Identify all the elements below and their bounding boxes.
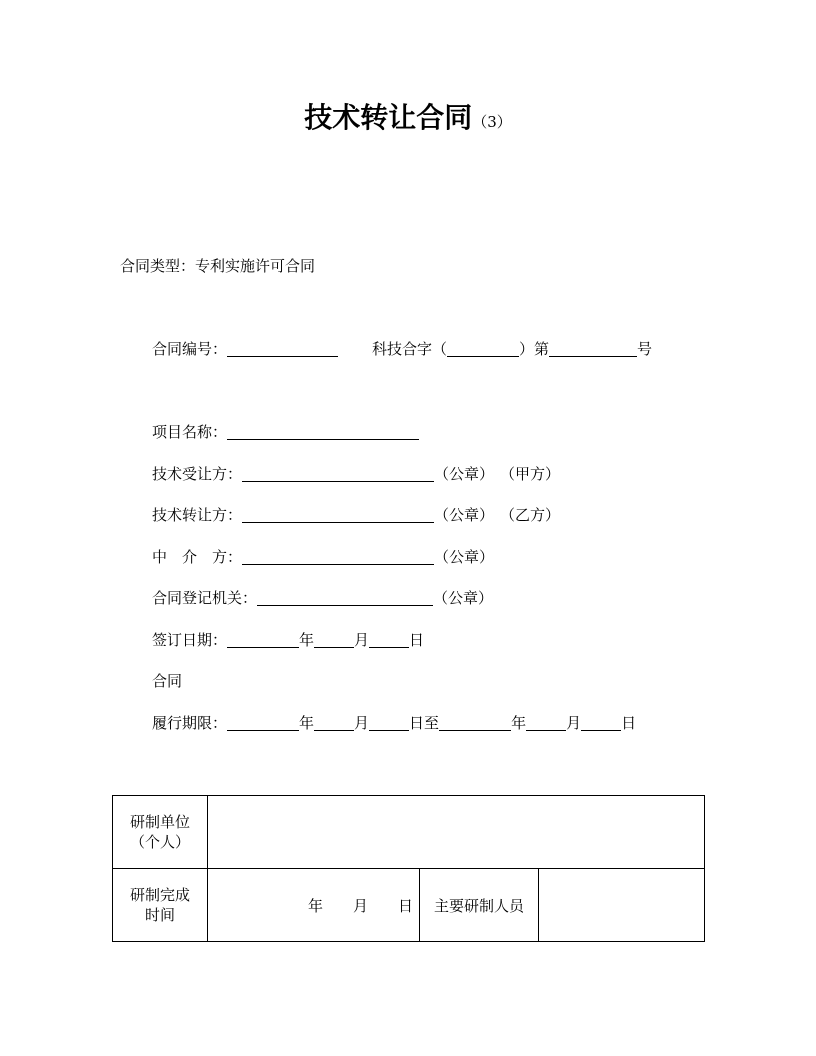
start-day-blank[interactable] [369,714,409,731]
contract-number-label: 合同编号： [152,340,228,358]
dev-time-sublabel: 时间 [144,906,175,924]
end-year-blank[interactable] [439,714,511,731]
registry-line [152,588,493,608]
to-unit: 日至 [409,714,440,732]
dev-time-label-cell [113,869,208,942]
dev-unit-value-cell[interactable] [208,796,705,869]
intermediary-blank[interactable] [242,548,434,565]
start-month-blank[interactable] [314,714,354,731]
dev-time-value-cell[interactable]: 年 月 日 [208,869,420,942]
table-row [113,796,705,869]
party-a-label: （甲方） [500,465,561,483]
year-unit: 年 [299,714,315,732]
start-year-blank[interactable] [227,714,299,731]
project-name-line [152,422,419,442]
contract-word: 合同 [152,672,183,690]
contract-number-prefix: 科技合字（ [372,340,448,358]
contract-type: 合同类型：专利实施许可合同 [120,257,316,275]
day-unit: 日 [409,631,425,649]
dev-time-label: 研制完成 [129,886,190,904]
signing-date-label: 签订日期： [152,631,228,649]
transferor-blank[interactable] [242,506,434,523]
contract-number-code-blank[interactable] [447,340,519,357]
contract-number-blank[interactable] [227,340,338,357]
year-unit: 年 [511,714,527,732]
document-title [0,96,816,136]
signing-month-blank[interactable] [314,631,354,648]
transferor-label: 技术转让方： [152,506,243,524]
contract-number-line [152,339,652,359]
performance-label: 履行期限： [152,714,228,732]
registry-seal: （公章） [433,589,494,607]
year-unit: 年 [299,631,315,649]
signing-day-blank[interactable] [369,631,409,648]
transferee-blank[interactable] [242,465,434,482]
contract-number-middle: ）第 [519,340,550,358]
transferor-seal: （公章） [434,506,495,524]
project-name-blank[interactable] [227,423,419,440]
contract-number-seq-blank[interactable] [549,340,637,357]
title-suffix: （3） [472,113,512,131]
contract-number-suffix: 号 [637,340,653,358]
intermediary-seal: （公章） [434,548,495,566]
registry-blank[interactable] [257,589,433,606]
month-unit: 月 [566,714,582,732]
day-unit: 日 [621,714,637,732]
signing-year-blank[interactable] [227,631,299,648]
performance-line [152,713,636,733]
transferee-line [152,464,560,484]
party-b-label: （乙方） [500,506,561,524]
transferee-label: 技术受让方： [152,465,243,483]
end-day-blank[interactable] [581,714,621,731]
dev-unit-label-cell [113,796,208,869]
title-main: 技术转让合同 [304,101,473,134]
month-unit: 月 [354,631,370,649]
end-month-blank[interactable] [526,714,566,731]
development-info-table [112,795,705,942]
dev-unit-label: 研制单位 [129,813,190,831]
intermediary-line [152,547,494,567]
registry-label: 合同登记机关： [152,589,258,607]
table-row [113,869,705,942]
dev-unit-sublabel: （个人） [129,833,190,851]
transferee-seal: （公章） [434,465,495,483]
intermediary-label: 中 介 方： [152,548,243,566]
month-unit: 月 [354,714,370,732]
main-personnel-label: 主要研制人员 [420,869,539,942]
transferor-line [152,505,560,525]
main-personnel-value-cell[interactable] [539,869,705,942]
project-name-label: 项目名称： [152,423,228,441]
signing-date-line [152,630,424,650]
